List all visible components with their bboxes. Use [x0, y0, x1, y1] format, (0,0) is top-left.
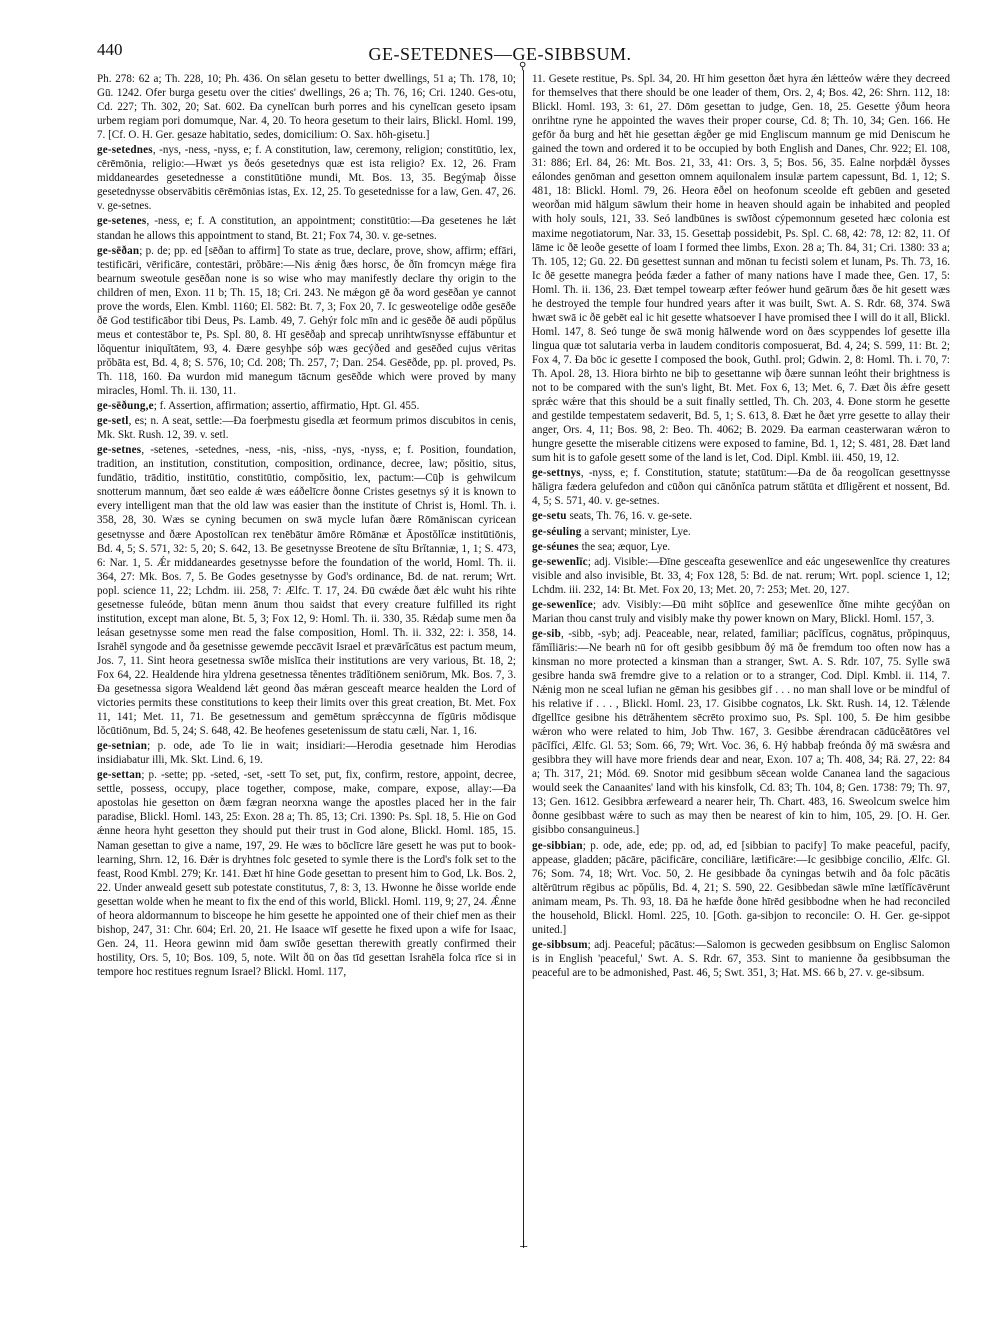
entry-headword: ge-setnian	[97, 740, 148, 753]
entry-headword: ge-séuling	[532, 525, 582, 538]
entry-text: the sea; æquor, Lye.	[578, 540, 671, 553]
entry-headword: ge-sib	[532, 627, 561, 640]
entry-text: ; f. Assertion, affirmation; assertio, affirmatio, Hpt. Gl. 455.	[153, 400, 420, 413]
dictionary-entry	[97, 768, 516, 979]
entry-headword: ge-sibbsum	[532, 938, 588, 951]
dictionary-entry	[532, 839, 950, 937]
entry-headword: ge-sēðung,e	[97, 400, 154, 413]
entry-text: a servant; minister, Lye.	[581, 525, 691, 538]
entry-headword: ge-setednes	[97, 144, 153, 157]
entry-text: , -nyss, e; f. Constitution, statute; statūtum:—Ða de ða reogolīcan gesettnysse hāligra fædera gelufedon and cūðon qui cānŏnĭca patrum stătūta et dīligĕrent et nossent, Bd. 4, 5; S. 571, 40. v. ge-setnes.	[532, 467, 950, 508]
dictionary-entry	[532, 598, 950, 626]
entry-text: ; adj. Visible:—Ðīne gesceafta gesewenlīce and eác ungesewenlīce thy creatures visible and also invisible, Bt. 33, 4; Fox 128, 5: Bd. de nat. rerum; Wrt. popl. science 1, 12; Lchdm. iii. 232, 14: Bt. Met. Fox 20, 13; Met. 20, 7: 253; Met. 20, 127.	[532, 555, 950, 596]
entry-headword: ge-sibbian	[532, 839, 583, 852]
entry-headword: ge-settnys	[532, 467, 581, 480]
running-head: GE-SETEDNES—GE-SIBBSUM.	[368, 44, 632, 64]
divider-top-ornament: ⚲	[519, 61, 527, 72]
entry-continuation: 11. Gesete restitue, Ps. Spl. 34, 20. Hī him gesetton ðæt hyra ǽn lǽtteów wǽre they decreed for themselves that there should be one leader of them, Ors. 2, 4; Bos. 42, 26: Shrn. 112, 18: Blickl. Homl. 193, 3: 61, 27. Dōm gesettan to judge, Gen. 18, 25. Gesette ýðum heora onrihtne ryne he appointed the waves their proper course, Cd. 8; Th. 10, 34; Gen. 166. He gefōr ða burg and hēt hie gesettan ǽgðer ge mid Engliscum mannum ge mid Deniscum he gained the town and ordered it to be occupied by both English and Danes, Chr. 922; El. 108, 31: 886; Erl. 84, 26: Mt. Bos. 21, 33, 41: Ors. 3, 5; Bos. 56, 35. Ealne norþdǽl ðysses eálondes genōman and gesetton omnem aquilonalem insulæ partem capessunt, Bd. 1, 12; S. 481, 18: Blickl. Homl. 79, 26. Heora ēðel on heofonum sceolde eft gebūen and geseted weorðan mid hālgum sāwlum their home in heaven should again be inhabited and peopled with holy souls, 121, 33. Seó landbūnes is swīðost cýpemonnum geseted hæc colonia est maxime negotiatorum, Nar. 33, 15. Gesettaþ possidebit, Ps. Spl. C. 68, 42: 78, 12: 82, 11. Of lāme ic ðē leoðe gesette of loam I formed thee limbs, Exon. 28 a; Th. 84, 31; Cri. 1380: 33 a; Th. 105, 12; Gū. 22. Ðū gesettest sunnan and mōnan tu fecisti solem et lunam, Ps. Th. 73, 16. Ic ðē gesette manegra þeóda fæder a father of many nations have I made thee, Gen. 17, 5: Homl. Th. ii. 136, 23. Ðæt tempel towearp æfter feówer hund geārum ðæs ðe hit gesett wæs he destroyed the temple four hundred years after it was built, Swt. A. S. Rdr. 68, 374. Swā hwæt swā ic ðē gebēt eal ic hit gesette whatsoever I have promised thee I will do it all, Blickl. Homl. 147, 8. Seó tunge ðe swā monig hālwende word on ðæs scyppendes lof gesette illa lingua quæ tot salutaria verba in laudem conditoris composuerat, Bd. 4, 24; S. 599, 11: Bt. 2; Fox 4, 7. Ða bōc ic gesette I composed the book, Guthl. prol; Gdwin. 2, 8: Homl. Th. i. 70, 7: Th. Apol. 28, 13. Hiora birhto ne biþ to gesettanne wiþ ðære sunnan leóht their brightness is not to be compared with the sun's light, Bt. Met. Fox 6, 13; Met. 6, 7. Ðæt ðis ǽfre gesett sprǽc wǽre that this should be a suit finally settled, Th. Ch. 203, 4. Ðone storm he gesette and gestilde tempestatem sedaverit, Bd. 5, 1; S. 613, 8. Ðæt he ðæt yrre gesette to allay their anger, Ors. 4, 11; Bos. 98, 2: Beo. Th. 4062; B. 2029. Ða earman ceasterwaran wǽron to hungre gesette the miserable citizens were exposed to famine, Bd. 1, 12; S. 481, 28. Ðæt land sum hit is to gafole gesett some of the land is let, Cod. Dipl. Kmbl. iii. 450, 19, 12.	[532, 73, 950, 465]
left-column	[97, 72, 516, 979]
dictionary-entry	[532, 466, 950, 508]
dictionary-entry	[532, 938, 950, 980]
dictionary-entry	[97, 399, 516, 413]
divider-bottom-ornament: ⊥	[519, 1239, 529, 1250]
dictionary-entry	[97, 214, 516, 242]
column-divider	[523, 70, 524, 1248]
entry-text: ; adv. Visibly:—Ðū miht sōþlīce and gesewenlīce ðīne mihte gecýðan on Marian thou canst truly and visibly make thy power known on Mary, Blickl. Homl. 157, 3.	[532, 598, 950, 625]
entry-text: , -ness, e; f. A constitution, an appointment; constitūtio:—Ða gesetenes he lǽt standan he allows this appointment to stand, Bt. 21; Fox 74, 30. v. ge-setnes.	[97, 215, 516, 242]
entry-text: ; p. ode, ade To lie in wait; insidiari:—Herodia gesetnade him Herodias insidiabatur illi, Mk. Skt. Lind. 6, 19.	[97, 740, 516, 767]
dictionary-entry	[97, 443, 516, 738]
dictionary-entry	[532, 540, 950, 554]
entry-headword: ge-séunes	[532, 540, 579, 553]
dictionary-entry	[532, 509, 950, 523]
entry-text: ; p. ode, ade, ede; pp. od, ad, ed [sibbian to pacify] To make peaceful, pacify, appease, gladden; pācāre, pācificāre, conciliāre, lætificāre:—Ic gesibbige concilio, Ælfc. Gl. 76; Som. 74, 18; Wrt. Voc. 50, 2. He gesibbade ða cyningas betwih and ða folc pācātis altĕrūtrum rēgibus ac pŏpŭlis, Bd. 4, 21; S. 590, 22. Gesibbedan sāwle mīne lætĭfĭcāvērunt animam meam, Ps. Th. 93, 18. Ðā he hæfde ðone hīrēd gesibbodne when he had reconciled the household, Blickl. Homl. 225, 10. [Goth. ga-sibjon to reconcile: O. H. Ger. ge-sippot united.]	[532, 839, 950, 936]
entry-headword: ge-sewenlīc	[532, 555, 588, 568]
entry-text: , es; n. A seat, settle:—Ða foerþmestu gisedla æt feormum primos discubitos in cenis, Mk. Skt. Rush. 12, 39. v. setl.	[97, 415, 516, 442]
dictionary-entry	[532, 627, 950, 838]
right-column	[532, 72, 950, 980]
entry-headword: ge-sēðan	[97, 244, 140, 257]
entry-text: , -setenes, -setednes, -ness, -nis, -niss, -nys, -nyss, e; f. Position, foundation, tradition, an institution, constitution, composition, ordinance, decree, law; pŏsitio, situs, fundātio, trāditio, institūtio, constitūtio, compŏsitio, lex, pactum:—Cūþ is gehwilcum snotterum mannum, ðæt seo ealde ǽ wæs eáðelīcre ðonne Cristes gesetnys sý it is known to every intelligent man that the old law was easier than the institute of Christ is, Homl. Th. i. 358, 28, 30. Wæs se cyning becumen on swā mycle lufan ðære Rōmāniscan cyricean gesetnysse and ðære Apostolīcan rex tenēbātur āmōre Rōmānæ et Āpostŏlĭcæ institūtiōnis, Bd. 4, 5; S. 571, 32: 5, 20; S. 642, 13. Be gesetnysse Breotene de sĭtu Brĭtanniæ, 1, 1; S. 473, 6: Nar. 1, 5. Ǽr middaneardes gesetnysse before the foundation of the world, Homl. Th. ii. 364, 27: Mk. Bos. 7, 5. Be Godes gesetnysse by God's ordinance, Bd. de nat. rerum; Wrt. popl. science 11, 22; Lchdm. iii. 258, 7: Ælfc. T. 17, 24. Ðū cwǽde ðæt ǽlc wuht his rihte gesetnesse fuleóde, būtan menn ānum thou saidst that every creature fulfilled its right institution, except man alone, Bt. 5, 3; Fox 12, 9: Homl. Th. ii. 330, 35. Rǽdaþ sume men ða leásan gesetnysse some men read the false composition, Homl. Th. ii. 332, 22: i. 358, 14. Israhēl syngode and ða gesetnisse gewemde peccāvit Israel et prævārĭcātus est pactum meum, Jos. 7, 11. Sint heora gesetnessa swīðe mislīca their institutions are very various, Bt. 18, 2; Fox 64, 22. Healdende hira yldrena gesetnessa tĕnentes trādĭtiōnem seniōrum, Mk. Bos. 7, 3. Ða gesetnessa sigora Wealdend lǽt geond ðas mǽran gesceaft mearce healden the Lord of victories permits these constitutions to keep their limits over this great creation, Bt. Met. Fox 11, 141; Met. 11, 71. Be gesetnessum and gemētum sprǽccynna de fĭgūris mŏdisque lŏcūtiōnum, Bd. 5, 24; S. 648, 42. Be heofenes gesetenissum de statu cæli, Nar. 1, 16.	[97, 444, 516, 738]
dictionary-entry	[97, 143, 516, 213]
dictionary-entry	[97, 244, 516, 399]
dictionary-entry	[97, 739, 516, 767]
entry-headword: ge-setnes	[97, 444, 142, 457]
entry-headword: ge-setu	[532, 510, 567, 523]
entry-headword: ge-sewenlīce	[532, 598, 593, 611]
entry-headword: ge-settan	[97, 769, 142, 782]
entry-text: seats, Th. 76, 16. v. ge-sete.	[566, 510, 693, 523]
page-number: 440	[97, 40, 123, 59]
entry-text: , -sibb, -syb; adj. Peaceable, near, related, familiar; pācĭfĭcus, cognātus, prŏpinquus, fămĭliāris:—Ne bearh nū for oft gesibb gesibbum ðý mā ðe fremdum too often now has a kinsman no more protected a kinsman than a stranger, Swt. A. S. Rdr. 107, 75. Sylle swā gesibre handa swā fremdre give to a relation or to a stranger, Cod. Dipl. Kmbl. ii. 114, 7. Nǽnig mon ne sceal lufian ne gēman his gesibbes gif . . . no man shall love or be mindful of his relative if . . . , Blickl. Homl. 23, 17. Gisibbe cognatos, Lk. Skt. Rush. 14, 12. Tǽlende dīgellīce gesibne his dētrăhentem sēcrēto proximo suo, Ps. Spl. 100, 5. Ðe him gesibbe wǽron who were related to him, Job Thw. 167, 3. Gesibbe ǽrendracan cādūcĕātōres vel pācĭfĭci, Ælfc. Gl. 53; Som. 66, 79; Wrt. Voc. 36, 6. Hý habbaþ freónda ðý mā swǽsra and gesibbra they will have more friends dear and near, Exon. 107 a; Th. 408, 34; Rä. 27, 22: 84 a; Th. 317, 21; Mód. 69. Snotor mid gesibbum sēcean wolde Cananea land the sagacious would seek the Canaanites' land with his kinsfolk, Cd. 83; Th. 104, 8; Gen. 1738: 79; Th. 97, 13; Gen. 1612. Gesibbra ærfeweard a nearer heir, Th. Chart. 483, 16. Sweolcum swelce him ðonne gesibbast wǽre to such as may then be nearest of kin to him, 105, 29. [O. H. Ger. gisibbo consanguineus.]	[532, 627, 950, 837]
entry-continuation: Ph. 278: 62 a; Th. 228, 10; Ph. 436. On sēlan gesetu to better dwellings, 51 a; Th. 178, 10; Gū. 1242. Ofer burga gesetu over the cities' dwellings, 26 a; Th. 76, 16; Cri. 1240. Ges-otu, Cd. 227; Th. 302, 20; Sat. 602. Ða cynelīcan burh porres and his cynelīcan geseto ipsam urbem regiam pori domumque, Nar. 4, 20. To heora gesetum to their lairs, Blickl. Homl. 199, 7. [Cf. O. H. Ger. gesaze habitatio, sedes, domicilium: O. Sax. hōh-gisetu.]	[97, 73, 516, 142]
dictionary-entry	[97, 414, 516, 442]
dictionary-entry	[532, 555, 950, 597]
dictionary-entry	[532, 525, 950, 539]
entry-text: ; p. de; pp. ed [sēðan to affirm] To state as true, declare, prove, show, affirm; effāri, testificāri, vērificāre, contestāri, prŏbāre:—Nis ǽnig ðæs horsc, ðe ðīn fromcyn mǽge fira bearnum sweotule gesēðan none is so wise who may manifestly declare thy origin to the children of men, Exon. 11 b; Th. 15, 18; Cri. 243. Ne mǽgon gē ða word gesēðan ye cannot prove the words, Elen. Kmbl. 1160; El. 582: Bt. 7, 3; Fox 20, 7. Ic gesweotelige odðe gesēðe ðē God testificābor tibi Deus, Ps. Lamb. 49, 7. Gehýr folc mīn and ic gesēðe ðē audi pŏpŭlus meus et contestābor te, Ps. Spl. 80, 8. Hī gesēðaþ and sprecaþ unrihtwīsnysse effābuntur et lŏquentur iniquĭtātem, 93, 4. Ðære gesyhþe sóþ wæs gecýðed and gesēðed cujus vēritas prŏbāta est, Bd. 4, 8; S. 576, 10; Cd. 208; Th. 257, 7; Dan. 254. Gesēðde, pp. pl. proved, Ps. Th. 118, 160. Ða wurdon mid manegum tācnum gesēðde which were proved by many miracles, Homl. Th. ii. 130, 11.	[97, 244, 516, 398]
entry-text: ; p. -sette; pp. -seted, -set, -sett To set, put, fix, confirm, restore, appoint, decree, settle, possess, occupy, place together, compose, make, compare, expose, allay:—Ða apostolas hie gesetton on ðæm fægran neorxna wange the apostles placed her in the fair paradise, Blickl. Homl. 143, 25: Exon. 28 a; Th. 85, 13; Cri. 1390: Ps. Spl. 18, 5. Hie on God ǽnne heora hyht gesetton they should put their trust in God alone, Blickl. Homl. 185, 15. Naman gesettan to give a name, 197, 29. He wæs to bōclīcre lāre gesett he was put to book-learning, Shrn. 12, 16. Ðǽr is dryhtnes folc geseted to symle there is the Lord's folk set to the feast, Rood Kmbl. 279; Kr. 141. Ðæt hī hine Gode gesettan to present him to God, Lk. Bos. 2, 22. Under anweald gesett sub potestate constitutus, 7, 8: 3, 13. Hwonne he ðisse worlde ende gesettan wolde when he meant to fix the end of this world, Blickl. Homl. 119, 9; 27, 24. Ǽnne of heora aldormannum to bisceope he him gesette he appointed one of their chief men as their bishop, 247, 31: Chr. 604; Erl. 20, 21. He Isaace wīf gesette he fixed upon a wife for Isaac, Gen. 24, 11. Heora gewinn mid ðam swīðe gesettan therewith greatly confirmed their hostility, Ors. 5, 10; Bos. 109, 5, note. Wilt ðū on ðas tīd gesettan Israhēla folca rīce si in tempore hoc restitues regnum Israel? Blickl. Homl. 117,	[97, 769, 516, 978]
entry-text: , -nys, -ness, -nyss, e; f. A constitution, law, ceremony, religion; constitūtio, lex, cērēmōnia, religio:—Hwæt ys ðeós gesetednys quæ est ista religio? Ex. 12, 26. Fram middaneardes gesetednesse a constitūtiōne mundi, Mt. Bos. 13, 35. Begýmaþ ðisse gesetednysse observābitis cērēmōnias istas, Ex. 12, 25. To gesetednisse for a law, Gen. 47, 26. v. ge-setnes.	[97, 144, 516, 213]
entry-text: ; adj. Peaceful; pācātus:—Salomon is gecweden gesibbsum on Englisc Salomon is in English 'peaceful,' Swt. A. S. Rdr. 67, 353. Sint to manienne ða gesibbsuman the peaceful are to be admonished, Past. 46, 5; Swt. 351, 3; Hat. MS. 66 b, 27. v. ge-sibsum.	[532, 938, 950, 979]
entry-headword: ge-setenes	[97, 215, 147, 228]
entry-headword: ge-setl	[97, 415, 129, 428]
